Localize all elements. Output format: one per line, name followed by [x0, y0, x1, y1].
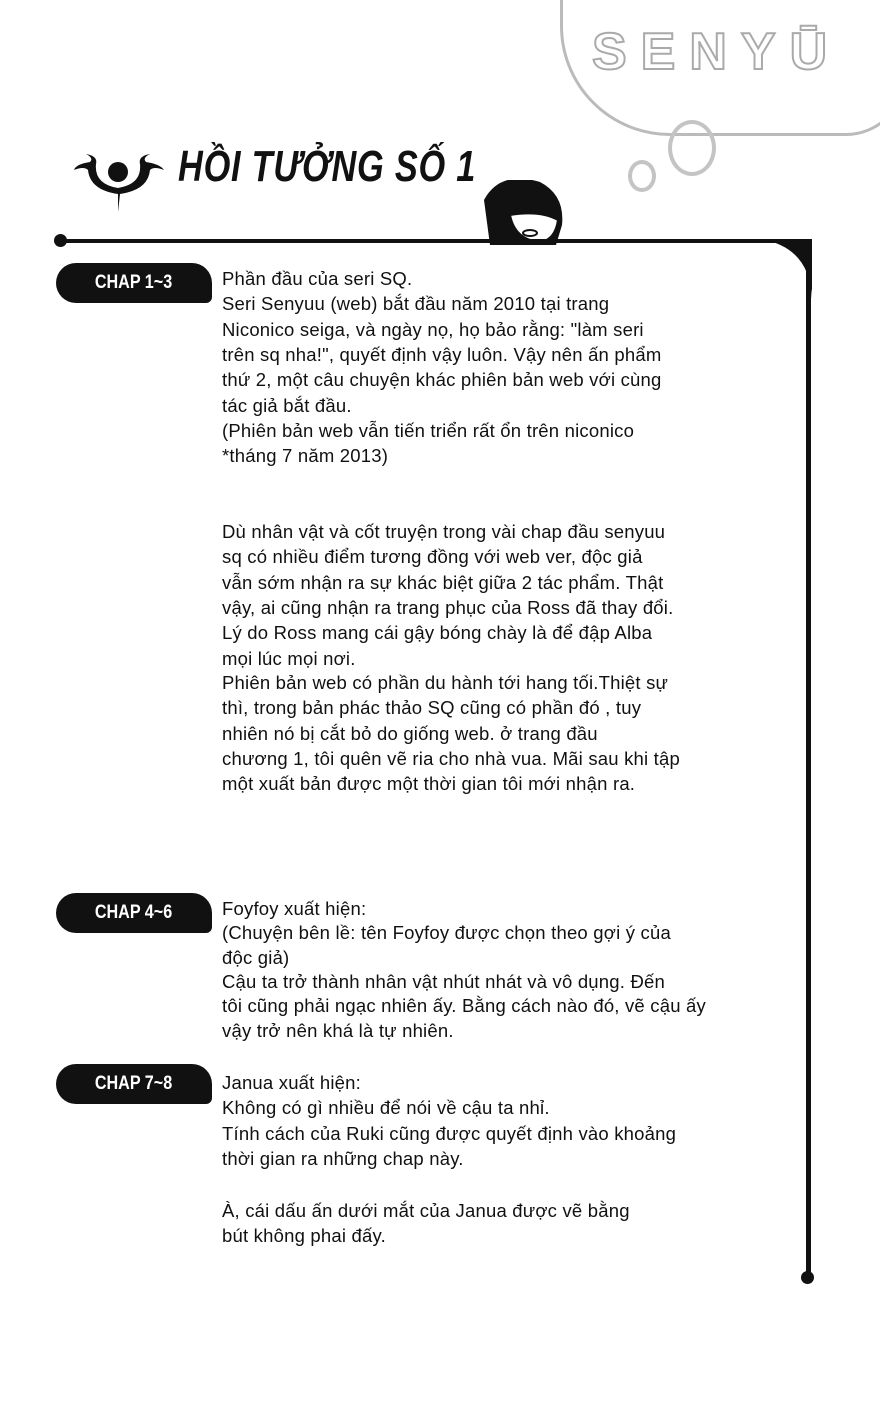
frame-right-line — [806, 240, 811, 1278]
text-line: Niconico seiga, và ngày nọ, họ bảo rằng: "làm seri — [222, 318, 644, 340]
text-line: vậy, ai cũng nhận ra trang phục của Ross đã thay đổi. — [222, 596, 674, 618]
text-line: trên sq nha!", quyết định vậy luôn. Vậy nên ấn phẩm — [222, 343, 662, 365]
page-title: HỒI TƯỞNG SỐ 1 — [178, 142, 477, 191]
text-line: chương 1, tôi quên vẽ ria cho nhà vua. Mãi sau khi tập — [222, 747, 680, 769]
text-line: Cậu ta trở thành nhân vật nhút nhát và vô dụng. Đến — [222, 970, 665, 992]
thought-bubble-dot — [668, 120, 716, 176]
text-line: Dù nhân vật và cốt truyện trong vài chap đầu senyuu — [222, 521, 666, 542]
text-line: thời gian ra những chap này. — [222, 1148, 464, 1170]
text-line: Phiên bản web có phần du hành tới hang tối.Thiệt sự — [222, 672, 669, 693]
text-line: Foyfoy xuất hiện: — [222, 898, 367, 919]
text-line: Tính cách của Ruki cũng được quyết định vào khoảng — [222, 1122, 677, 1144]
text-line: À, cái dấu ấn dưới mắt của Janua được vẽ bằng — [222, 1200, 630, 1221]
chapter-label — [56, 1064, 212, 1104]
chapter-label — [56, 263, 212, 303]
chapter-label-text: CHAP 4~6 — [95, 902, 173, 923]
thought-bubble-dot — [628, 160, 656, 192]
frame-dot — [801, 1271, 814, 1284]
text-line: (Phiên bản web vẫn tiến triển rất ổn trên niconico — [222, 419, 635, 441]
chapter-label-text: CHAP 1~3 — [95, 272, 173, 293]
text-line: độc giả) — [222, 946, 290, 968]
text-line: vậy trở nên khá là tự nhiên. — [222, 1019, 454, 1041]
text-line: thứ 2, một câu chuyện khác phiên bản web với cùng — [222, 369, 662, 391]
text-line: Janua xuất hiện: — [222, 1072, 361, 1093]
text-line: Lý do Ross mang cái gậy bóng chày là để đập Alba — [222, 622, 653, 644]
frame-corner — [760, 239, 812, 299]
text-line: tôi cũng phải ngạc nhiên ấy. Bằng cách nào đó, vẽ cậu ấy — [222, 995, 706, 1017]
text-line: vẫn sớm nhận ra sự khác biệt giữa 2 tác phẩm. Thật — [222, 571, 664, 593]
chibi-character-illustration — [470, 180, 620, 245]
text-line: thì, trong bản phác thảo SQ cũng có phần đó , tuy — [222, 697, 642, 719]
text-line: *tháng 7 năm 2013) — [222, 445, 389, 467]
senyu-logo: SENYŪ — [592, 23, 842, 81]
frame-top-line — [60, 239, 812, 243]
text-line: bút không phai đấy. — [222, 1224, 386, 1246]
text-line: một xuất bản được một thời gian tôi mới nhận ra. — [222, 773, 636, 795]
text-line: tác giả bắt đầu. — [222, 394, 352, 416]
text-line: sq có nhiều điểm tương đồng với web ver, độc giả — [222, 546, 643, 568]
wing-emblem-icon — [70, 150, 166, 212]
text-line: mọi lúc mọi nơi. — [222, 647, 356, 669]
text-line: Phần đầu của seri SQ. — [222, 268, 413, 289]
text-line: Không có gì nhiều để nói về cậu ta nhỉ. — [222, 1097, 550, 1119]
text-line: Seri Senyuu (web) bắt đầu năm 2010 tại trang — [222, 293, 610, 315]
text-line: (Chuyện bên lề: tên Foyfoy được chọn theo gợi ý của — [222, 922, 671, 944]
chapter-label — [56, 893, 212, 933]
chapter-label-text: CHAP 7~8 — [95, 1073, 173, 1094]
text-line: nhiên nó bị cắt bỏ do giống web. ở trang đầu — [222, 722, 598, 744]
